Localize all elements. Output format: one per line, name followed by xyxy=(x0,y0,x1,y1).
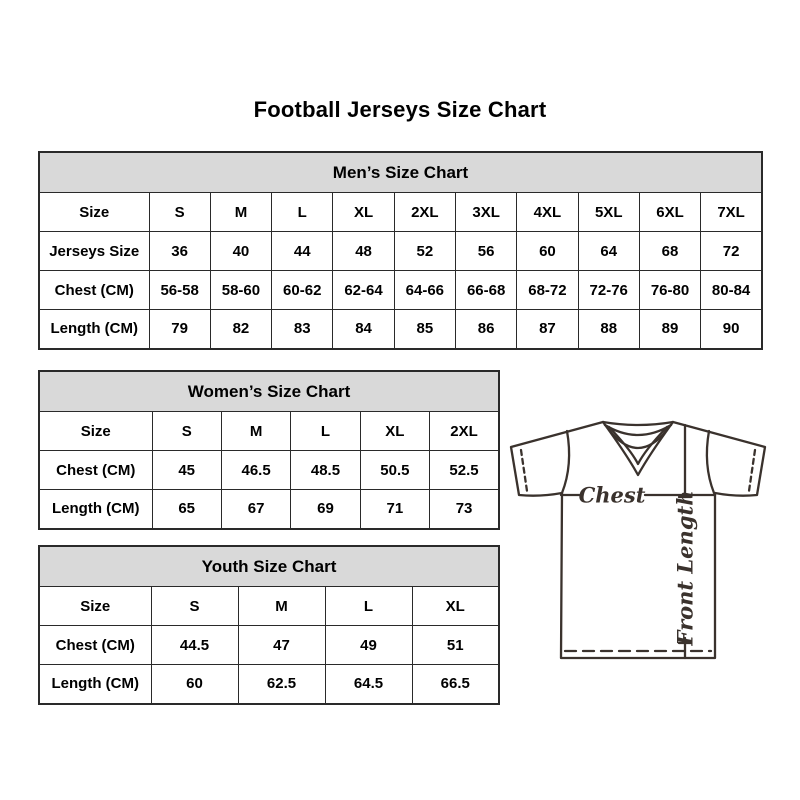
youth-table-title: Youth Size Chart xyxy=(39,546,499,587)
table-row xyxy=(39,310,762,349)
value-cell: 66.5 xyxy=(412,665,499,704)
value-cell: 68-72 xyxy=(517,271,578,310)
womens-size-table xyxy=(38,370,500,530)
value-cell: 56 xyxy=(455,232,516,271)
row-label-cell: Chest (CM) xyxy=(39,626,151,665)
value-cell: 51 xyxy=(412,626,499,665)
front-length-label: Front Length xyxy=(672,490,698,646)
table-row xyxy=(39,665,499,704)
value-cell: 45 xyxy=(152,451,221,490)
row-label-cell: Chest (CM) xyxy=(39,451,152,490)
row-label-cell: Length (CM) xyxy=(39,310,149,349)
row-label-cell: Size xyxy=(39,587,151,626)
value-cell: L xyxy=(325,587,412,626)
value-cell: 2XL xyxy=(394,193,455,232)
value-cell: 52 xyxy=(394,232,455,271)
value-cell: 4XL xyxy=(517,193,578,232)
table-header-row xyxy=(39,371,499,412)
mens-size-table xyxy=(38,151,763,350)
value-cell: 44 xyxy=(272,232,333,271)
value-cell: 83 xyxy=(272,310,333,349)
value-cell: 72 xyxy=(701,232,762,271)
table-row xyxy=(39,490,499,529)
table-header-row xyxy=(39,152,762,193)
page-title: Football Jerseys Size Chart xyxy=(253,97,547,122)
value-cell: XL xyxy=(360,412,429,451)
table-row xyxy=(39,451,499,490)
value-cell: 73 xyxy=(430,490,499,529)
table-row xyxy=(39,626,499,665)
value-cell: 85 xyxy=(394,310,455,349)
value-cell: XL xyxy=(412,587,499,626)
value-cell: 80-84 xyxy=(701,271,762,310)
value-cell: 64 xyxy=(578,232,639,271)
table-header-row xyxy=(39,546,499,587)
value-cell: S xyxy=(151,587,238,626)
table-row xyxy=(39,193,762,232)
value-cell: 87 xyxy=(517,310,578,349)
value-cell: 69 xyxy=(291,490,360,529)
value-cell: 86 xyxy=(455,310,516,349)
value-cell: 64.5 xyxy=(325,665,412,704)
table-row xyxy=(39,271,762,310)
value-cell: 89 xyxy=(639,310,700,349)
value-cell: 90 xyxy=(701,310,762,349)
value-cell: 52.5 xyxy=(430,451,499,490)
value-cell: 58-60 xyxy=(210,271,271,310)
value-cell: 88 xyxy=(578,310,639,349)
value-cell: 60 xyxy=(517,232,578,271)
value-cell: 2XL xyxy=(430,412,499,451)
value-cell: 76-80 xyxy=(639,271,700,310)
value-cell: L xyxy=(291,412,360,451)
value-cell: 48 xyxy=(333,232,394,271)
value-cell: 3XL xyxy=(455,193,516,232)
value-cell: 65 xyxy=(152,490,221,529)
value-cell: 60 xyxy=(151,665,238,704)
value-cell: 48.5 xyxy=(291,451,360,490)
value-cell: S xyxy=(152,412,221,451)
value-cell: 47 xyxy=(238,626,325,665)
value-cell: 5XL xyxy=(578,193,639,232)
jersey-measurement-diagram xyxy=(505,400,777,665)
youth-size-chart-section xyxy=(38,545,500,703)
mens-size-chart-section xyxy=(38,151,763,346)
row-label-cell: Chest (CM) xyxy=(39,271,149,310)
row-label-cell: Size xyxy=(39,193,149,232)
value-cell: 46.5 xyxy=(221,451,290,490)
chest-label: Chest xyxy=(578,482,646,508)
value-cell: 71 xyxy=(360,490,429,529)
youth-size-table xyxy=(38,545,500,705)
value-cell: 72-76 xyxy=(578,271,639,310)
value-cell: M xyxy=(238,587,325,626)
value-cell: 79 xyxy=(149,310,210,349)
jersey-outline xyxy=(511,422,765,658)
womens-table-title: Women’s Size Chart xyxy=(39,371,499,412)
value-cell: 84 xyxy=(333,310,394,349)
row-label-cell: Length (CM) xyxy=(39,665,151,704)
row-label-cell: Size xyxy=(39,412,152,451)
value-cell: 62.5 xyxy=(238,665,325,704)
table-row xyxy=(39,232,762,271)
value-cell: S xyxy=(149,193,210,232)
value-cell: M xyxy=(210,193,271,232)
womens-size-chart-section xyxy=(38,370,500,527)
value-cell: 49 xyxy=(325,626,412,665)
value-cell: 68 xyxy=(639,232,700,271)
table-row xyxy=(39,412,499,451)
row-label-cell: Jerseys Size xyxy=(39,232,149,271)
value-cell: 67 xyxy=(221,490,290,529)
value-cell: 50.5 xyxy=(360,451,429,490)
value-cell: 7XL xyxy=(701,193,762,232)
row-label-cell: Length (CM) xyxy=(39,490,152,529)
value-cell: XL xyxy=(333,193,394,232)
value-cell: 64-66 xyxy=(394,271,455,310)
value-cell: 66-68 xyxy=(455,271,516,310)
value-cell: 62-64 xyxy=(333,271,394,310)
table-row xyxy=(39,587,499,626)
value-cell: 82 xyxy=(210,310,271,349)
value-cell: 6XL xyxy=(639,193,700,232)
jersey-diagram-svg xyxy=(505,400,777,665)
value-cell: 40 xyxy=(210,232,271,271)
value-cell: M xyxy=(221,412,290,451)
value-cell: 60-62 xyxy=(272,271,333,310)
value-cell: 44.5 xyxy=(151,626,238,665)
value-cell: 36 xyxy=(149,232,210,271)
mens-table-title: Men’s Size Chart xyxy=(39,152,762,193)
value-cell: 56-58 xyxy=(149,271,210,310)
value-cell: L xyxy=(272,193,333,232)
